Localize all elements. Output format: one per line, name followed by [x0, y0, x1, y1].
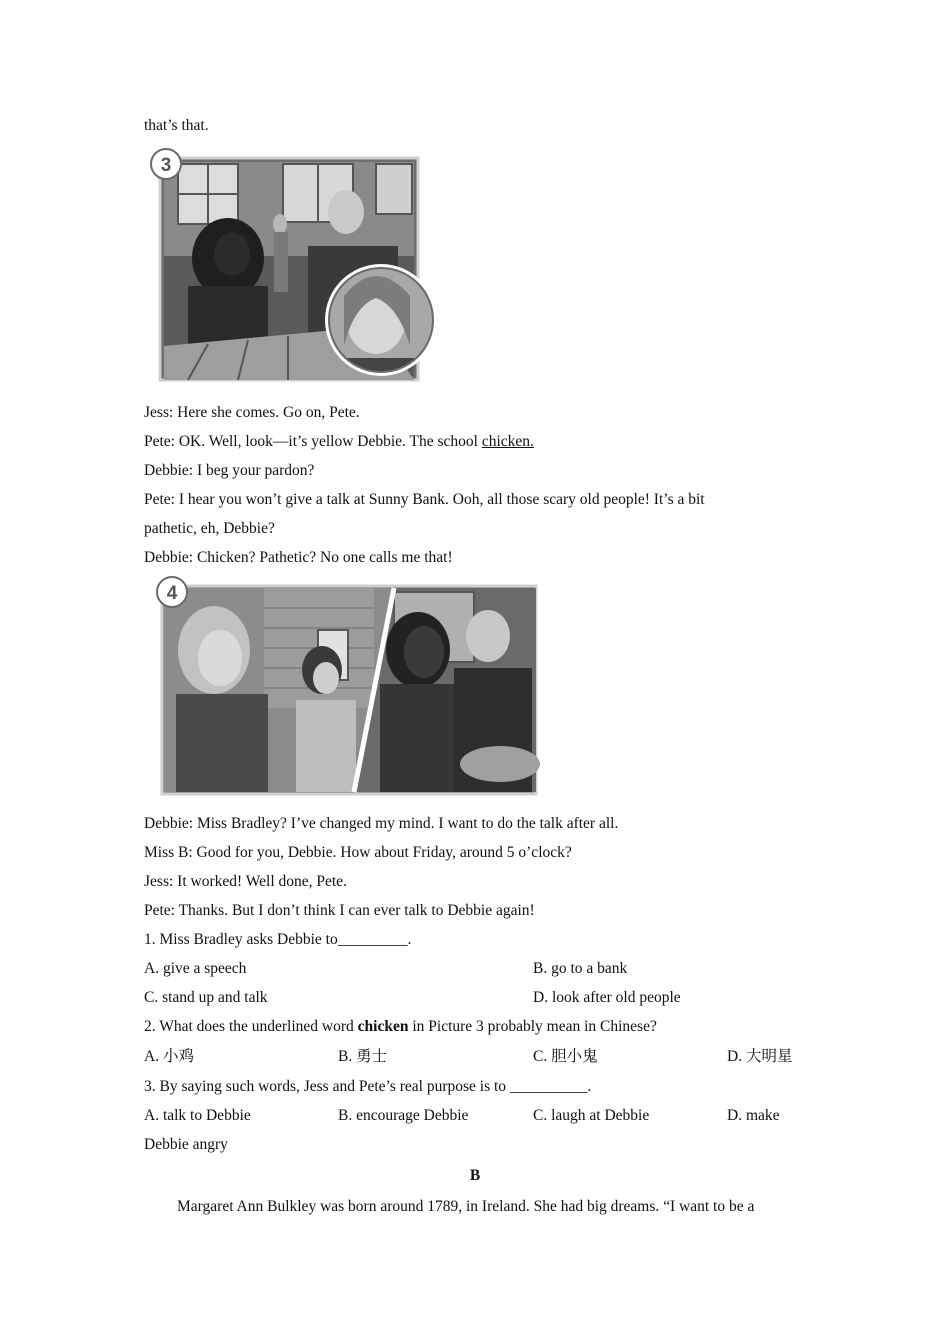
question-3-option-b: B. encourage Debbie [338, 1107, 469, 1124]
text-line: that’s that. [144, 117, 209, 134]
question-1-option-a: A. give a speech [144, 960, 247, 977]
picture-4 [154, 574, 540, 800]
text-line: Debbie: I beg your pardon? [144, 462, 315, 479]
question-3-stem: 3. By saying such words, Jess and Pete’s real purpose is to __________. [144, 1078, 592, 1095]
text-line: Miss B: Good for you, Debbie. How about Friday, around 5 o’clock? [144, 844, 572, 861]
picture-3 [148, 146, 440, 390]
text-segment: 2. What does the underlined word [144, 1018, 358, 1035]
picture-3-number: 3 [160, 155, 172, 176]
text-line: Pete: I hear you won’t give a talk at Sunny Bank. Ooh, all those scary old people! It’s a bit [144, 491, 705, 508]
question-1-option-c: C. stand up and talk [144, 989, 268, 1006]
picture-4-number: 4 [166, 583, 178, 604]
question-1-option-d: D. look after old people [533, 989, 681, 1006]
text-line [144, 432, 534, 452]
bold-word-chicken: chicken [357, 1018, 409, 1035]
underlined-word-chicken: chicken. [481, 433, 534, 450]
question-2-option-d: D. 大明星 [727, 1048, 793, 1065]
question-2-option-c: C. 胆小鬼 [533, 1048, 598, 1065]
question-3-option-d-continued: Debbie angry [144, 1136, 228, 1153]
text-segment: in Picture 3 probably mean in Chinese? [408, 1018, 657, 1035]
question-2-option-a: A. 小鸡 [144, 1048, 194, 1065]
question-3-option-d: D. make [727, 1107, 780, 1124]
question-1-stem: 1. Miss Bradley asks Debbie to_________. [144, 931, 412, 948]
text-line: Pete: Thanks. But I don’t think I can ever talk to Debbie again! [144, 902, 535, 919]
question-2-stem [144, 1017, 657, 1037]
question-3-option-c: C. laugh at Debbie [533, 1107, 650, 1124]
text-line: pathetic, eh, Debbie? [144, 520, 275, 537]
text-line: Debbie: Chicken? Pathetic? No one calls me that! [144, 549, 453, 566]
section-b-heading: B [469, 1167, 481, 1184]
text-segment: Pete: OK. Well, look—it’s yellow Debbie. The school [144, 433, 482, 450]
section-b-first-line: Margaret Ann Bulkley was born around 1789, in Ireland. She had big dreams. “I want to be a [177, 1198, 755, 1215]
question-3-option-a: A. talk to Debbie [144, 1107, 251, 1124]
text-line: Debbie: Miss Bradley? I’ve changed my mind. I want to do the talk after all. [144, 815, 619, 832]
text-line: Jess: It worked! Well done, Pete. [144, 873, 347, 890]
question-1-option-b: B. go to a bank [533, 960, 628, 977]
question-2-option-b: B. 勇士 [338, 1048, 388, 1065]
text-line: Jess: Here she comes. Go on, Pete. [144, 404, 360, 421]
